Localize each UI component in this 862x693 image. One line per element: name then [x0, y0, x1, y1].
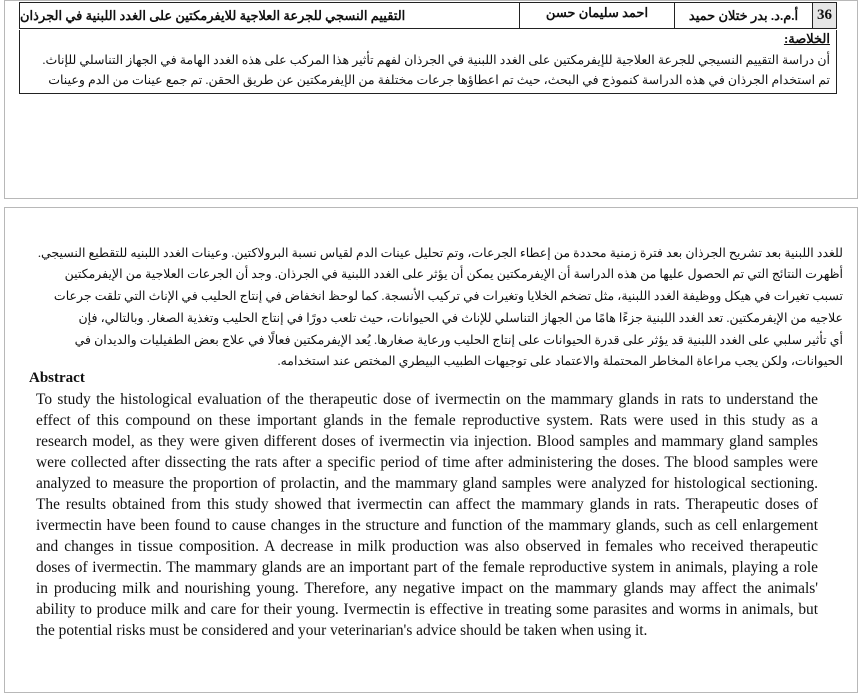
entry-number: 36	[812, 3, 836, 28]
paper-title: التقييم النسجي للجرعة العلاجية للايفرمكتين على الغدد اللبنية في الجرذان	[20, 7, 406, 23]
arabic-line: للغدد اللبنية بعد تشريح الجرذان بعد فترة زمنية محددة من إعطاء الجرعات، وتم تحليل عينات الدم لقياس نسبة البرولاكتين. وعينات الغدد اللبنيه للتقطيع النسيجي.	[37, 246, 843, 260]
arabic-line: تم استخدام الجرذان في هذه الدراسة كنموذج في البحث، حيث تم اعطاؤها جرعات مختلفة من الإيفرمكتين عن طريق الحقن. تم جمع عينات من الدم وعينات	[48, 73, 830, 87]
english-abstract-heading: Abstract	[29, 370, 85, 386]
author-primary: أ.م.د. بدر ختلان حميد	[674, 3, 812, 28]
page-top	[4, 0, 858, 199]
arabic-line: أن دراسة التقييم النسيجي للجرعة العلاجية للإيفرمكتين على الغدد اللبنية في الجرذان لفهم تأثير هذا المركب على هذه الغدد الهامة في الجهاز التناسلي للإناث.	[42, 53, 830, 67]
arabic-abstract-box	[19, 30, 837, 94]
header-row	[19, 2, 837, 29]
page-bottom	[4, 207, 858, 693]
arabic-line: أي تأثير سلبي على الغدد اللبنية قد يؤثر على قدرة الحيوانات على إنتاج الحليب ورعاية صغارها. يُعد الإيفرمكتين فعالًا في علاج بعض الطفيليات والديدان في	[74, 333, 843, 347]
arabic-line: الحيوانات، ولكن يجب مراعاة المخاطر المحتملة والاعتماد على توجيهات الطبيب البيطري المختص عند استخدامه.	[277, 354, 843, 368]
arabic-abstract-heading: الخلاصة:	[783, 31, 830, 46]
arabic-line: أظهرت النتائج التي تم الحصول عليها من هذه الدراسة أن الإيفرمكتين يمكن أن يؤثر على الغدد اللبنية في الجرذان. وجد أن الجرعات العلاجية من الإيفرمكتين	[64, 267, 843, 281]
arabic-line: علاجيه من الإيفرمكتين. تعد الغدد اللبنية جزءًا هامًا من الجهاز التناسلي للإناث في الحيوانات، حيث تلعب دورًا في إنتاج الحليب وتغذية الصغار. وبالتالي، فإن	[78, 311, 843, 325]
author-secondary: احمد سليمان حسن	[519, 3, 674, 28]
english-abstract-body: To study the histological evaluation of the therapeutic dose of ivermectin on the mammary glands in rats to understand the effect of this compound on these important glands in the female reproductive system. Rats were used in this study as a research model, as they were given different doses of ivermectin via injection. Blood samples and mammary gland samples were collected after dissecting the rats after a specific period of time after administering the doses. The blood samples were analyzed to measure the proportion of prolactin, and the mammary gland samples were analyzed for histological sectioning. The results obtained from this study showed that ivermectin can affect the mammary glands in rats. Therapeutic doses of ivermectin have been found to cause changes in the structure and function of the mammary glands, such as cell enlargement and changes in tissue composition. A decrease in milk production was also observed in females who received therapeutic doses of ivermectin. The mammary glands are an important part of the female reproductive system in animals, playing a role in producing milk and nourishing young. Therefore, any negative impact on the mammary glands may affect the animals' ability to produce milk and care for their young. Ivermectin is effective in treating some parasites and worms in animals, but the potential risks must be considered and your veterinarian's advice should be taken when using it.	[36, 391, 818, 639]
arabic-line: تسبب تغيرات في هيكل ووظيفة الغدد اللبنية، مثل تضخم الخلايا وتغيرات في تركيب الأنسجة. كما لوحظ انخفاض في إنتاج الحليب في الإناث التي تلقت جرعات	[53, 289, 843, 303]
